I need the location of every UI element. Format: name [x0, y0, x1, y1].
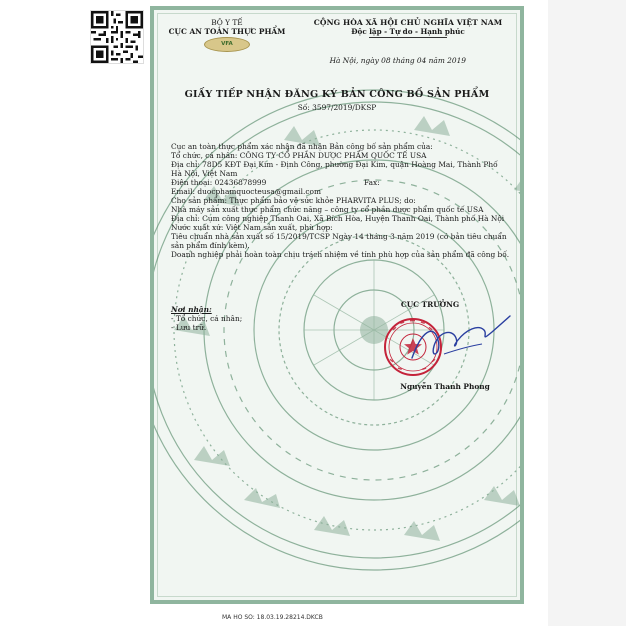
place-date: Hà Nội, ngày 08 tháng 04 năm 2019	[329, 56, 466, 65]
vfa-logo: VFA	[204, 37, 250, 52]
body-address-line-2: Hà Nội, Việt Nam	[171, 169, 238, 178]
signer-name: Nguyễn Thanh Phong	[400, 382, 490, 391]
document-content	[154, 10, 520, 600]
body-organization: Tổ chức, cá nhân: CÔNG TY CỔ PHẦN DƯỢC PHẨM QUỐC TẾ USA	[171, 151, 427, 160]
certificate-document	[150, 6, 524, 604]
motto-underline	[369, 37, 447, 38]
recipients-block	[171, 305, 291, 332]
national-motto: Độc lập - Tự do - Hạnh phúc	[351, 27, 465, 36]
body-manufacturer: Nhà máy sản xuất thực phẩm chức năng – công ty cổ phần dược phẩm quốc tế USA	[171, 205, 484, 214]
signer-title: CỤC TRƯỞNG	[400, 300, 460, 309]
body-fax: Fax:	[364, 178, 380, 187]
document-title: GIẤY TIẾP NHẬN ĐĂNG KÝ BẢN CÔNG BỐ SẢN PHẨM	[184, 89, 490, 100]
dossier-code: MA HO SO: 18.03.19.28214.DKCB	[222, 614, 323, 621]
document-body	[171, 142, 513, 259]
body-factory-address: Địa chỉ: Cụm công nghiệp Thanh Oai, Xã Bích Hòa, Huyện Thanh Oai, Thành phố Hà Nội	[171, 214, 505, 223]
body-email: Email: duocphamquocteusa@gmail.com	[171, 187, 321, 196]
page-background-left	[0, 0, 78, 626]
signer-block	[370, 300, 490, 309]
body-product: Cho sản phẩm: Thực phẩm bảo vệ sức khỏe PHARVITA PLUS; do:	[171, 196, 416, 205]
recipients-title: Nơi nhận:	[171, 305, 212, 314]
document-number: Số: 3597/2019/DKSP	[297, 103, 377, 112]
recipient-item: - Tổ chức, cá nhân;	[171, 314, 243, 323]
body-phone: Điện thoại: 02436878999	[171, 178, 267, 187]
body-contact-row	[171, 178, 513, 187]
ministry-name: BỘ Y TẾ	[211, 18, 243, 27]
recipient-item: - Lưu trữ.	[171, 323, 207, 332]
body-address-line-1: Địa chỉ: 78D5 KĐT Đại Kim - Định Công, phường Đại Kim, quận Hoàng Mai, Thành Phố	[171, 160, 498, 169]
department-name: CỤC AN TOÀN THỰC PHẨM	[168, 27, 286, 36]
qr-code	[90, 10, 144, 64]
issuer-header	[168, 18, 286, 52]
handwritten-signature	[404, 310, 514, 370]
body-intro: Cục an toàn thực phẩm xác nhận đã nhận Bản công bố sản phẩm của:	[171, 142, 433, 151]
nation-name: CỘNG HÒA XÃ HỘI CHỦ NGHĨA VIỆT NAM	[313, 18, 503, 27]
page-background-right	[548, 0, 626, 626]
national-header	[294, 18, 522, 38]
body-origin: Nước xuất xứ: Việt Nam sản xuất, phù hợp:	[171, 223, 333, 232]
body-responsibility: Doanh nghiệp phải hoàn toàn chịu trách nhiệm về tính phù hợp của sản phẩm đã công bố.	[171, 250, 510, 259]
body-standard: Tiêu chuẩn nhà sản xuất số 15/2019/TCSP Ngày 14 tháng 3 năm 2019 (có bản tiêu chuẩn sản phẩm đính kèm).	[171, 232, 507, 250]
